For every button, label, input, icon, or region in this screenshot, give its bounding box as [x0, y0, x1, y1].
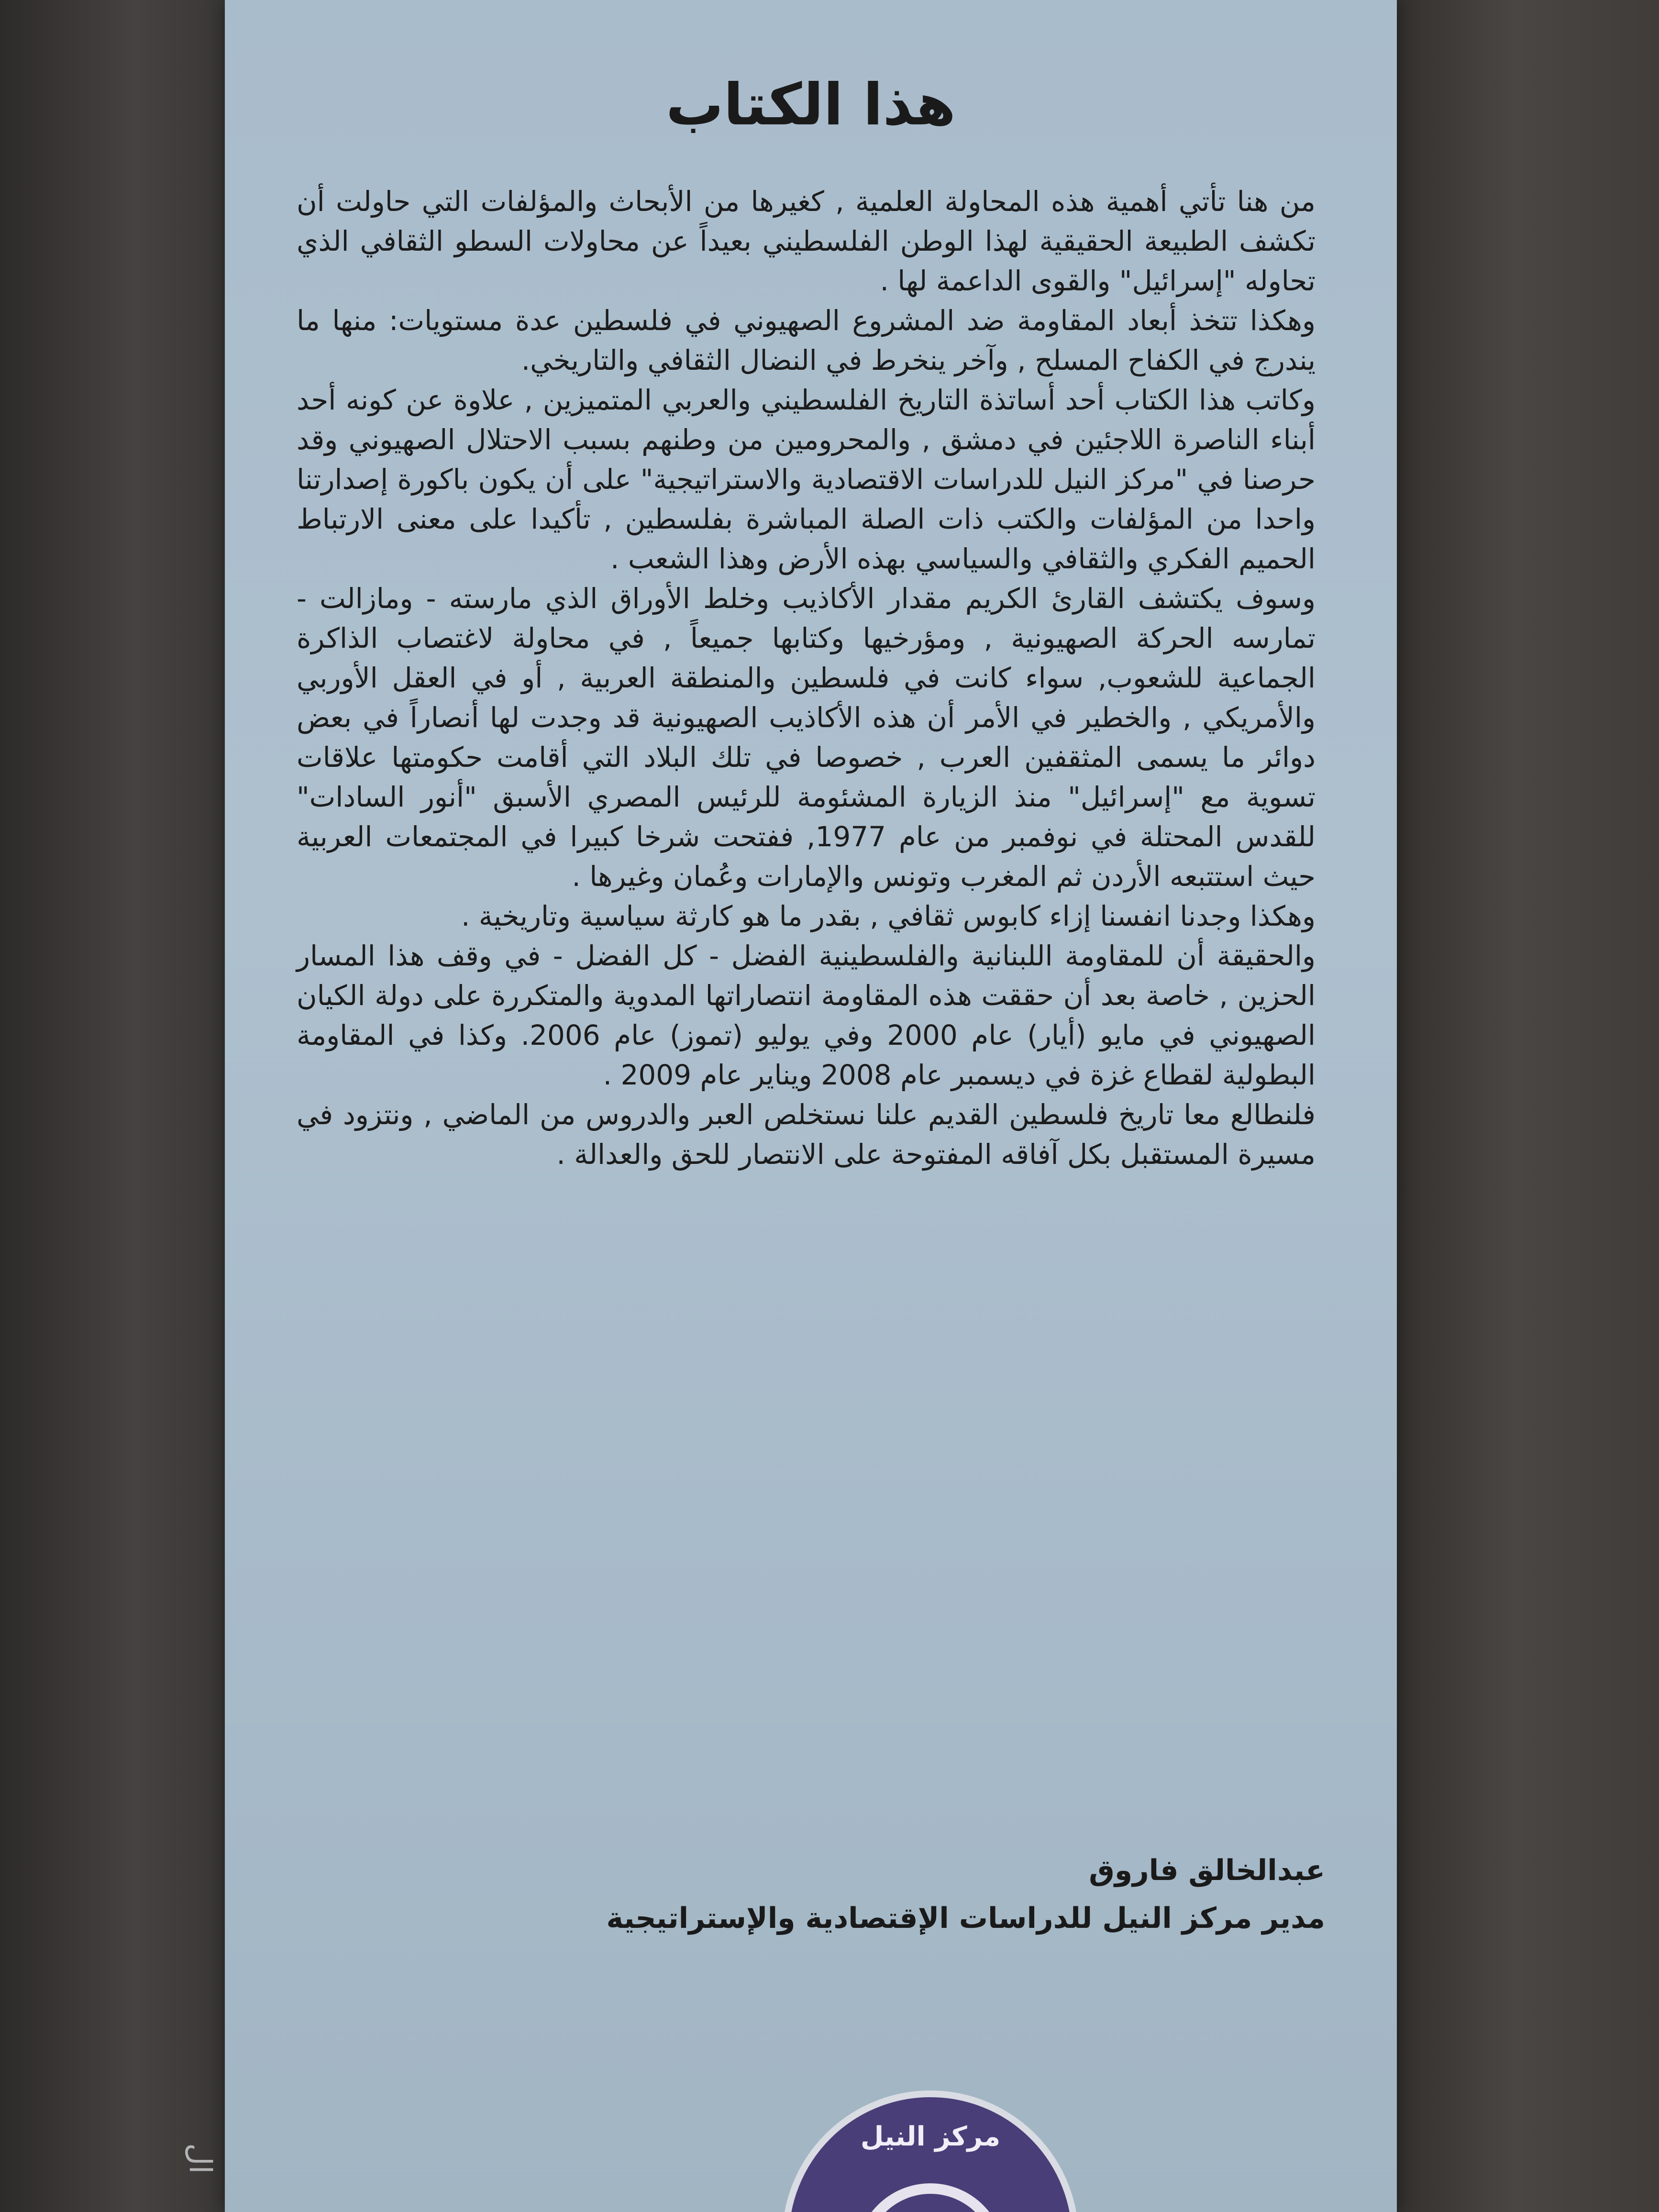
book-flap: [225, 0, 1397, 2212]
paragraph: والحقيقة أن للمقاومة اللبنانية والفلسطينية الفضل - كل الفضل - في وقف هذا المسار الحزين , خاصة بعد أن حققت هذه المقاومة انتصاراتها المدوية والمتكررة على دولة الكيان الصهيوني في مايو (أيار) عام 2000 وفي يوليو (تموز) عام 2006. وكذا في المقاومة البطولية لقطاع غزة في ديسمبر عام 2008 ويناير عام 2009 .: [297, 940, 1316, 1091]
paragraph: وهكذا تتخذ أبعاد المقاومة ضد المشروع الصهيوني في فلسطين عدة مستويات: منها ما يندرج في الكفاح المسلح , وآخر ينخرط في النضال الثقافي والتاريخي.: [297, 304, 1316, 376]
paragraph: وهكذا وجدنا انفسنا إزاء كابوس ثقافي , بقدر ما هو كارثة سياسية وتاريخية .: [461, 900, 1316, 932]
paragraph: وسوف يكتشف القارئ الكريم مقدار الأكاذيب وخلط الأوراق الذي مارسته - ومازالت - تمارسه الحركة الصهيونية , ومؤرخيها وكتابها جميعاً , في محاولة لاغتصاب الذاكرة الجماعية للشعوب, سواء كانت في فلسطين والمنطقة العربية , أو في العقل الأوربي والأمريكي , والخطير في الأمر أن هذه الأكاذيب الصهيونية قد وجدت لها أنصاراً في بعض دوائر ما يسمى المثقفين العرب , خصوصا في تلك البلاد التي أقامت حكومتها علاقات تسوية مع "إسرائيل" منذ الزيارة المشئومة للرئيس المصري الأسبق "أنور السادات" للقدس المحتلة في نوفمبر من عام 1977, ففتحت شرخا كبيرا في المجتمعات العربية حيث استتبعه الأردن ثم المغرب وتونس والإمارات وعُمان وغيرها .: [297, 582, 1316, 893]
paragraph: من هنا تأتي أهمية هذه المحاولة العلمية , كغيرها من الأبحاث والمؤلفات التي حاولت أن تكشف الطبيعة الحقيقية لهذا الوطن الفلسطيني بعيداً عن محاولات السطو الثقافي الذي تحاوله "إسرائيل" والقوى الداعمة لها .: [297, 185, 1316, 297]
cover-edge-fragment: ال: [182, 2143, 218, 2174]
paragraph: وكاتب هذا الكتاب أحد أساتذة التاريخ الفلسطيني والعربي المتميزين , علاوة عن كونه أحد أبناء الناصرة اللاجئين في دمشق , والمحرومين من وطنهم بسبب الاحتلال الصهيوني وقد حرصنا في "مركز النيل للدراسات الاقتصادية والاستراتيجية" على أن يكون باكورة إصدارتنا واحدا من المؤلفات والكتب ذات الصلة المباشرة بفلسطين , تأكيدا على معنى الارتباط الحميم الفكري والثقافي والسياسي بهذه الأرض وهذا الشعب .: [297, 384, 1316, 575]
body-text: [297, 182, 1316, 1837]
paragraph: فلنطالع معا تاريخ فلسطين القديم علنا نستخلص العبر والدروس من الماضي , ونتزود في مسيرة المستقبل بكل آفاقه المفتوحة على الانتصار للحق والعدالة .: [297, 1098, 1316, 1171]
logo-emblem-icon: [856, 2183, 1005, 2212]
signature-name: عبدالخالق فاروق: [1089, 1854, 1325, 1887]
page-title: هذا الكتاب: [665, 72, 956, 138]
signature-title: مدير مركز النيل للدراسات الإقتصادية والإستراتيجية: [606, 1902, 1325, 1935]
background-left: [0, 0, 225, 2212]
signature-block: [321, 1847, 1325, 1942]
publisher-logo: [782, 2090, 1079, 2212]
logo-text: مركز النيل: [860, 2121, 1001, 2152]
background-right: [1397, 0, 1659, 2212]
